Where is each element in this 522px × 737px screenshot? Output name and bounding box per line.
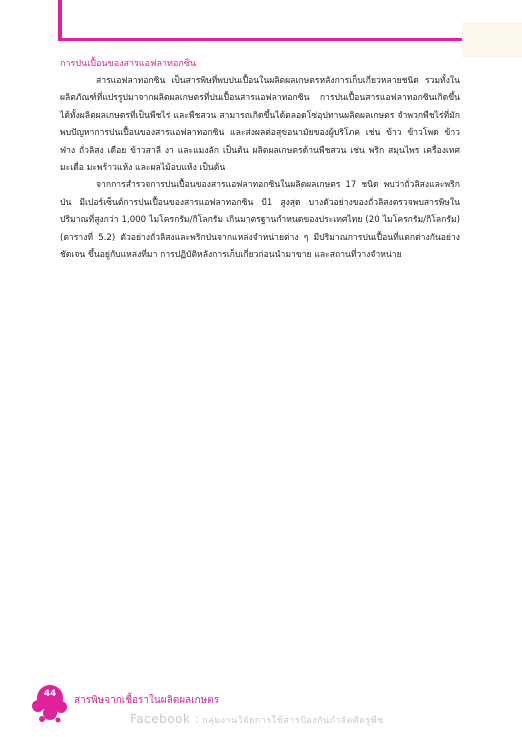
paragraph-1: สารแอฟลาทอกซิน เป็นสารพิษที่พบปนเปื้อนในผลิตผลเกษตรหลังการเก็บเกี่ยวหลายชนิด รวมทั้งในผลิตภัณฑ์ที่แปรรูปมาจากผลิตผลเกษตรที่ปนเปื้อนสารแอฟลาทอกซิน การปนเปื้อนสารแอฟลาทอกซินเกิดขึ้นได้ทั้งผลิตผลเกษตรที่เป็นพืชไร่ และพืชสวน สามารถเกิดขึ้นได้ตลอดโซ่อุปทานผลิตผลเกษตร จำพวกพืชไร่ที่มักพบปัญหาการปนเปื้อนของสารแอฟลาทอกซิน และส่งผลต่อสุขอนามัยของผู้บริโภค เช่น ข้าว ข้าวโพด ข้าวฟ่าง ถั่วลิสง เดือย ข้าวสาลี งา และแมงลัก เป็นต้น ผลิตผลเกษตรด้านพืชสวน เช่น พริก สมุนไพร เครื่องเทศ มะเดื่อ มะพร้าวแห้ง และผลไม้อบแห้ง เป็นต้น	[60, 76, 460, 174]
paragraph-2: จากการสำรวจการปนเปื้อนของสารแอฟลาทอกซินในผลิตผลเกษตร 17 ชนิด พบว่าถั่วลิสงและพริกป่น มีเปอร์เซ็นต์การปนเปื้อนของสารแอฟลาทอกซิน บี1 สูงสุด บางตัวอย่างของถั่วลิสงตรวจพบสารพิษในปริมาณที่สูงกว่า 1,000 ไมโครกรัม/กิโลกรัม เกินมาตรฐานกำหนดของประเทศไทย (20 ไมโครกรัม/กิโลกรัม) (ตารางที่ 5.2) ตัวอย่างถั่วลิสงและพริกป่นจากแหล่งจำหน่ายต่าง ๆ มีปริมาณการปนเปื้อนที่แตกต่างกันอย่างชัดเจน ขึ้นอยู่กับแหล่งที่มา การปฏิบัติหลังการเก็บเกี่ยวก่อนนำมาขาย และสถานที่วางจำหน่าย	[60, 180, 460, 261]
watermark-text: กลุ่มงานวิจัยการใช้สารป้องกันกำจัดศัตรูพืช	[202, 716, 384, 726]
watermark-label: Facebook :	[130, 712, 200, 726]
facebook-watermark	[130, 712, 384, 727]
corner-tab	[462, 22, 522, 58]
header-rule	[58, 38, 522, 41]
page-content	[60, 56, 460, 264]
page-number: 44	[43, 689, 57, 699]
section-heading: การปนเปื้อนของสารแอฟลาทอกซิน	[60, 59, 197, 69]
header-accent-bar	[58, 0, 62, 40]
book-title: สารพิษจากเชื้อราในผลิตผลเกษตร	[74, 695, 220, 706]
page-header-band	[0, 0, 522, 42]
